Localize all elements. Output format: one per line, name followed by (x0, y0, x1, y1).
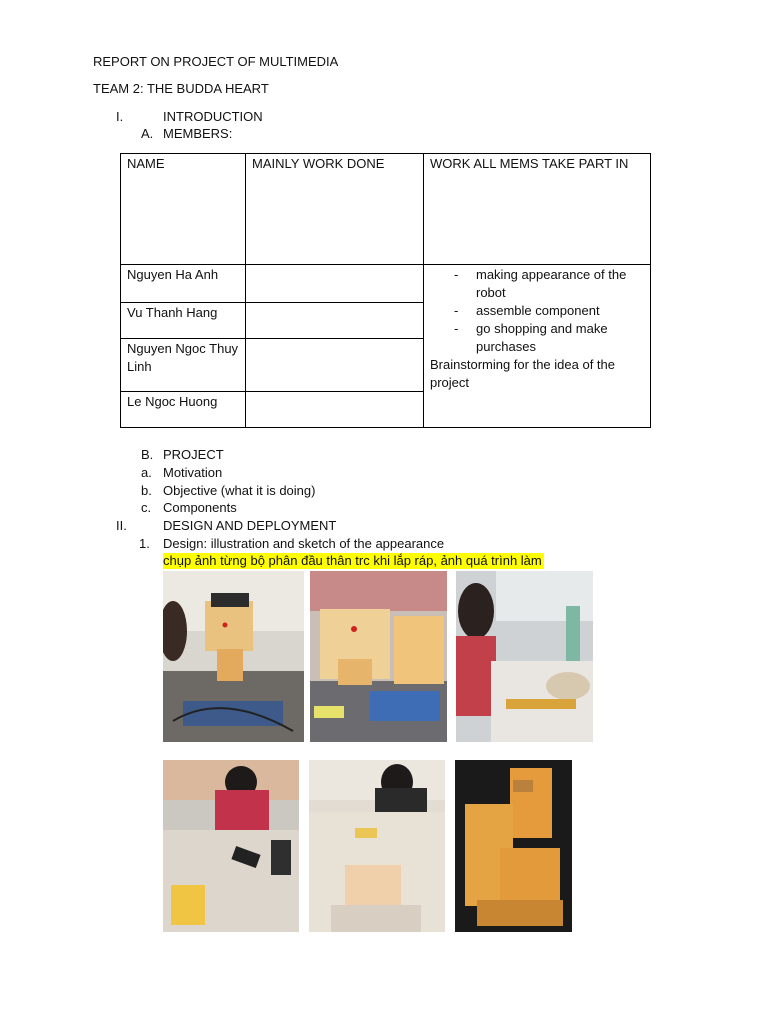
member-work-cell (246, 265, 424, 303)
highlighted-note: chụp ảnh từng bộ phân đầu thân trc khi lắp ráp, ảnh quá trình làm (163, 553, 542, 568)
item-number: a. (141, 465, 152, 480)
subsection-a-number: A. (141, 126, 154, 141)
list-item: - making appearance of the robot (454, 267, 627, 300)
section-2-number: II. (116, 518, 127, 533)
design-heading: Design: illustration and sketch of the appearance (163, 536, 445, 551)
members-table (120, 153, 651, 428)
list-item: - go shopping and make purchases (454, 321, 608, 354)
header-shared-work: WORK ALL MEMS TAKE PART IN (424, 154, 651, 265)
section-2-heading: DESIGN AND DEPLOYMENT (163, 518, 337, 533)
design-number: 1. (139, 536, 150, 551)
shared-work-text: Brainstorming for the idea of the project (430, 357, 615, 390)
member-name: Le Ngoc Huong (121, 392, 246, 428)
member-work-cell (246, 339, 424, 392)
item-objective: Objective (what it is doing) (163, 483, 316, 498)
photo-team-workspace (309, 760, 445, 932)
shared-work-cell (424, 265, 651, 428)
photo-cardboard-body (455, 760, 572, 932)
photo-robot-head-assembly (163, 571, 304, 742)
item-motivation: Motivation (163, 465, 223, 480)
item-number: b. (141, 483, 152, 498)
item-components: Components (163, 500, 237, 515)
team-name: TEAM 2: THE BUDDA HEART (93, 81, 269, 96)
subsection-b-number: B. (141, 447, 154, 462)
shared-work-list (430, 266, 644, 356)
report-title: REPORT ON PROJECT OF MULTIMEDIA (93, 54, 339, 69)
member-name: Nguyen Ngoc Thuy Linh (121, 339, 246, 392)
member-name: Vu Thanh Hang (121, 303, 246, 339)
header-name: NAME (121, 154, 246, 265)
member-work-cell (246, 303, 424, 339)
item-number: c. (141, 500, 152, 515)
subsection-b-heading: PROJECT (163, 447, 224, 462)
subsection-a-heading: MEMBERS: (163, 126, 233, 141)
member-work-cell (246, 392, 424, 428)
member-name: Nguyen Ha Anh (121, 265, 246, 303)
section-1-heading: INTRODUCTION (163, 109, 263, 124)
section-1-number: I. (116, 109, 124, 124)
header-mainly-work: MAINLY WORK DONE (246, 154, 424, 265)
photo-robot-head-closeup (310, 571, 447, 742)
photo-member-working (456, 571, 593, 742)
list-item: - assemble component (454, 303, 600, 318)
photo-member-crafting (163, 760, 299, 932)
